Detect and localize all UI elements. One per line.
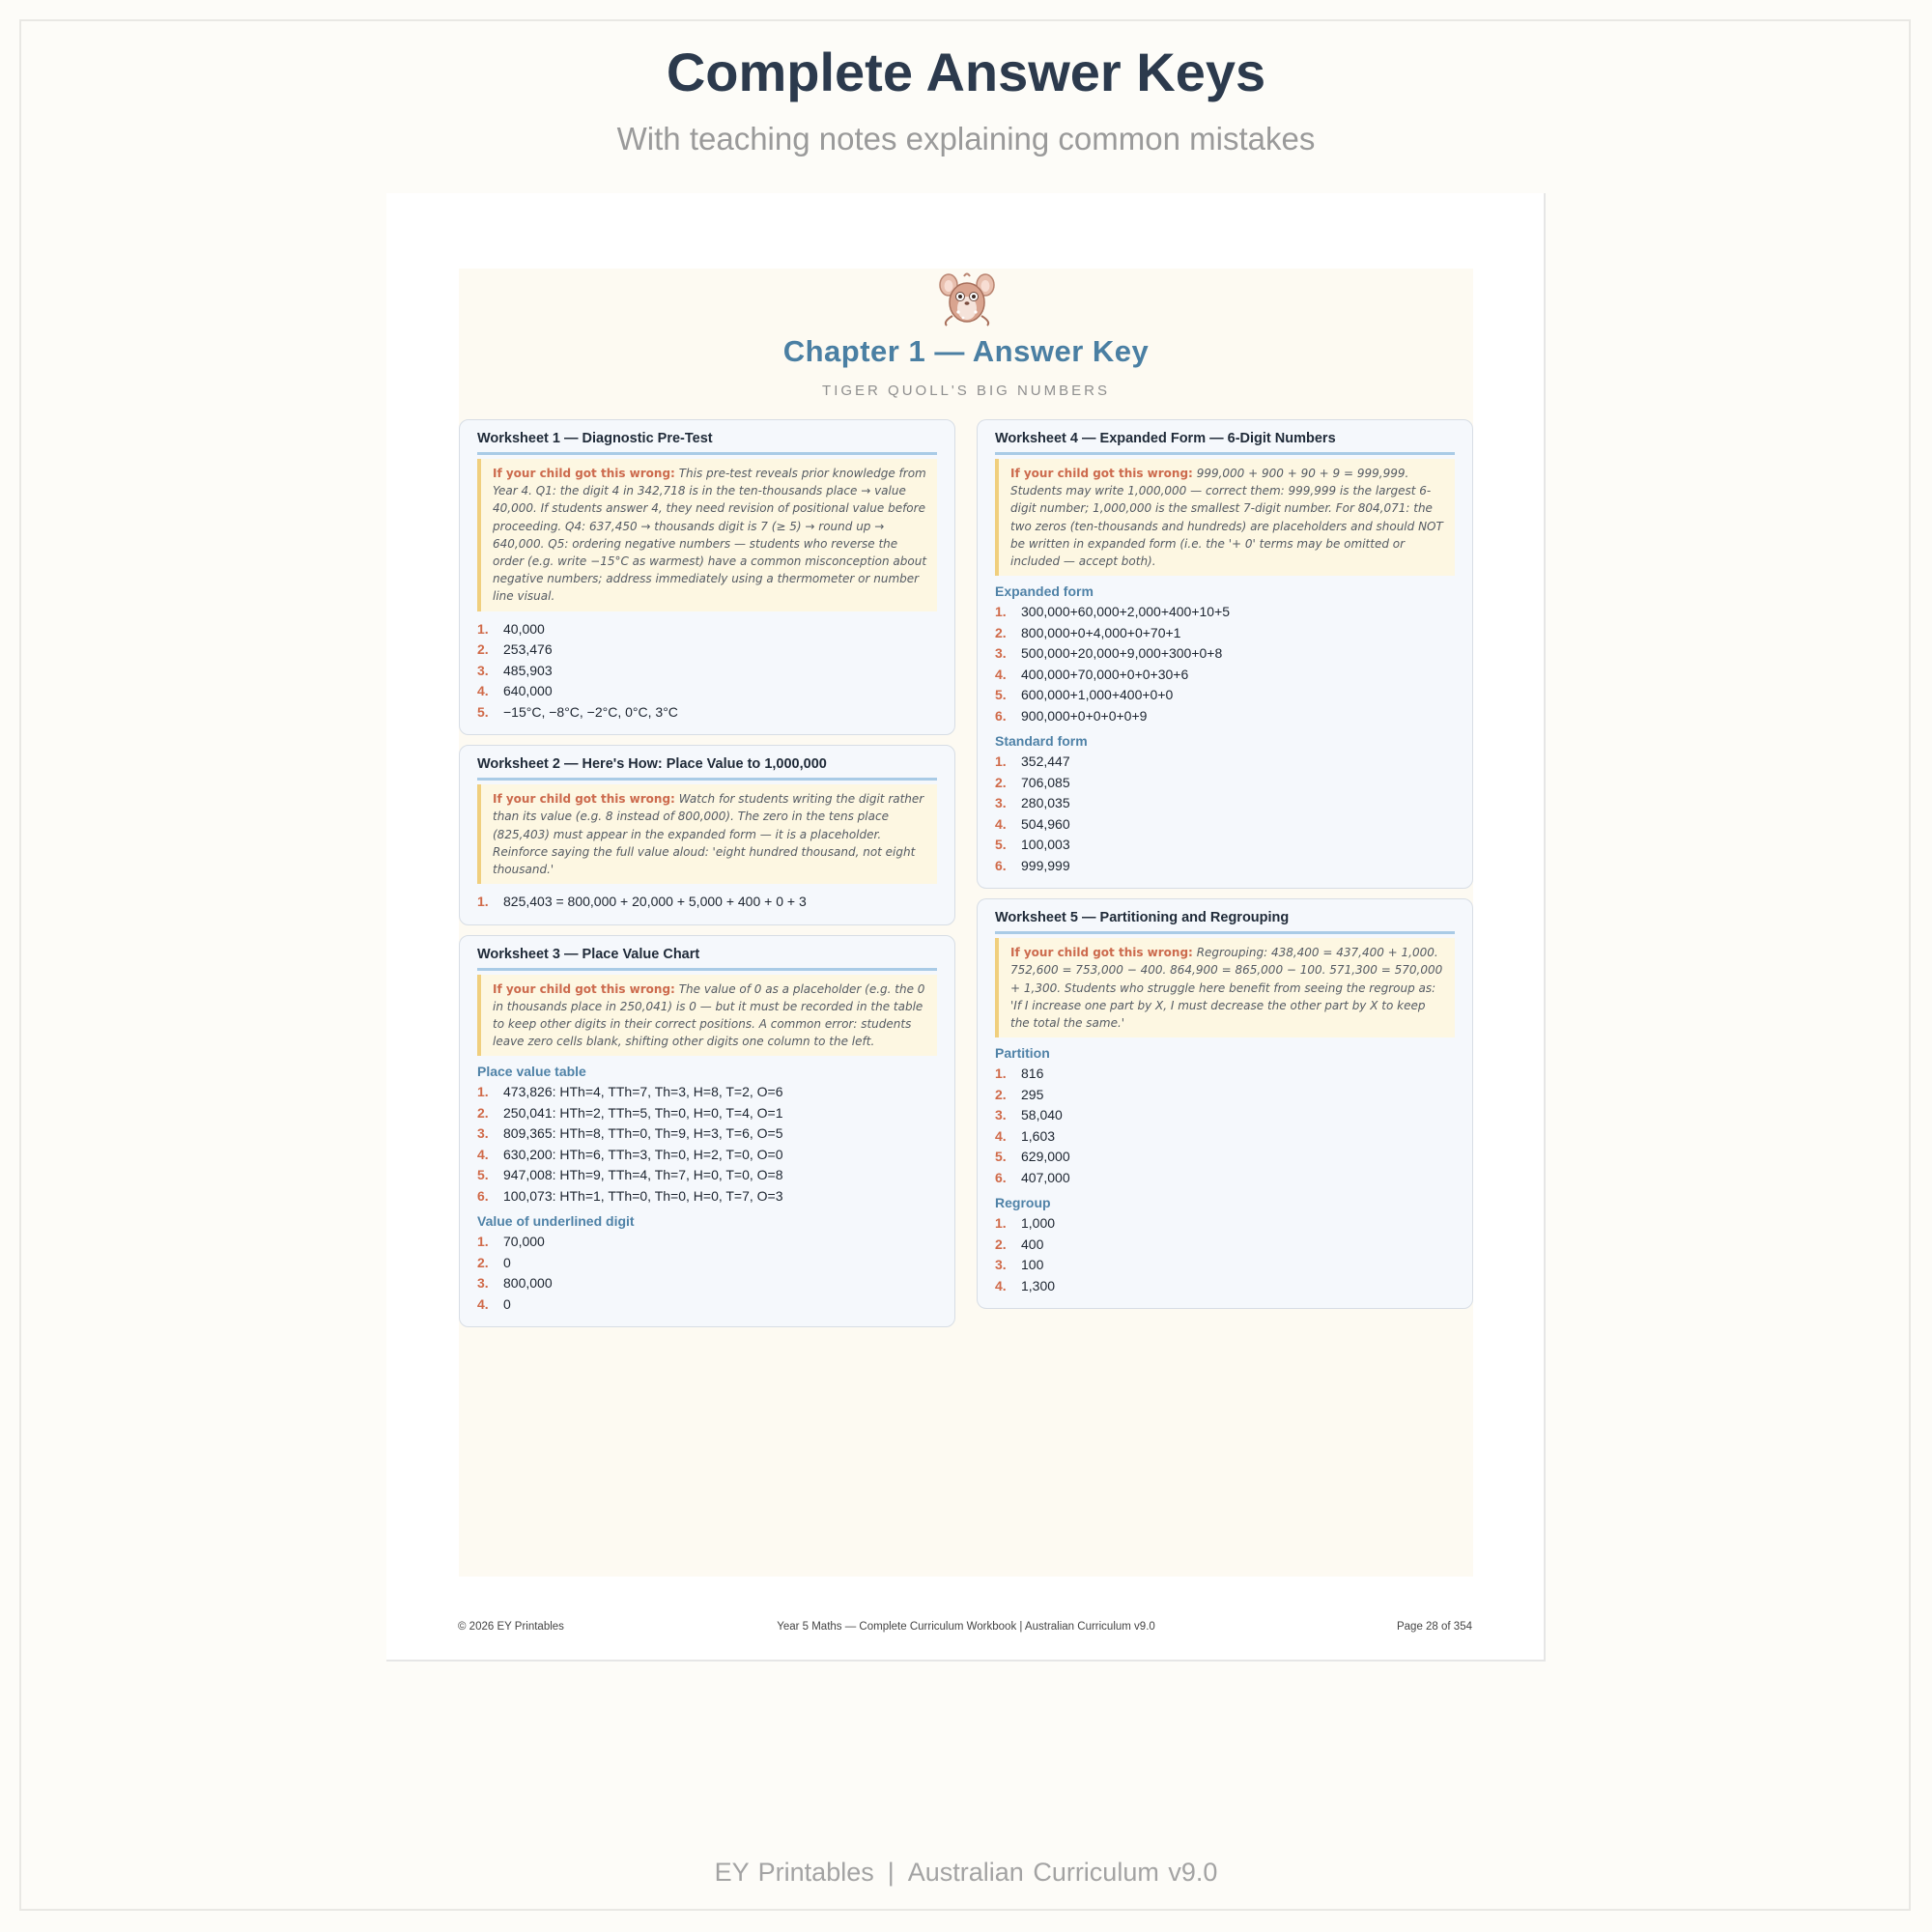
answer-item: 1. 352,447 bbox=[995, 753, 1070, 770]
answer-item: 2. 400 bbox=[995, 1236, 1044, 1252]
answer-item: 2. 706,085 bbox=[995, 774, 1070, 790]
note-label: If your child got this wrong: bbox=[493, 981, 675, 996]
page-footer-page-number: Page 28 of 354 bbox=[1396, 1621, 1472, 1633]
page-subtitle: With teaching notes explaining common mistakes bbox=[616, 121, 1316, 156]
answer-item: 4. 0 bbox=[477, 1295, 511, 1312]
footer-separator: | bbox=[887, 1858, 895, 1887]
note-label: If your child got this wrong: bbox=[493, 792, 675, 807]
answer-list bbox=[995, 1064, 1455, 1188]
footer-brand: EY Printables bbox=[714, 1858, 874, 1887]
page-title: Complete Answer Keys bbox=[666, 42, 1266, 102]
page-footer-copyright: © 2026 EY Printables bbox=[458, 1621, 564, 1633]
note-text: 999,000 + 900 + 90 + 9 = 999,999. Students may write 1,000,000 — correct them: 999,999 is the largest 6-digit number; 1,000,000 is the smallest 7-digit number. For 804,071: the two zeros (ten-thousands and hundreds) are placeholders and should NOT be written in expanded form (i.e. the '+ 0' terms may be omitted or included — accept both). bbox=[1010, 467, 1443, 569]
answer-item: 5. 947,008: HTh=9, TTh=4, Th=7, H=0, T=0, O=8 bbox=[477, 1167, 783, 1183]
worksheet-title: Worksheet 3 — Place Value Chart bbox=[477, 947, 937, 971]
left-column bbox=[459, 419, 955, 1337]
answer-item: 5. 100,003 bbox=[995, 837, 1070, 853]
answer-list bbox=[477, 892, 937, 913]
answer-item: 1. 473,826: HTh=4, TTh=7, Th=3, H=8, T=2, O=6 bbox=[477, 1084, 783, 1100]
section-label: Regroup bbox=[995, 1195, 1051, 1211]
note-text: This pre-test reveals prior knowledge from Year 4. Q1: the digit 4 in 342,718 is in the ten-thousands place → value 40,000. If students answer 4, they need revision of positional value before proceeding. Q4: 637,450 → thousands digit is 7 (≥ 5) → round up → 640,000. Q5: ordering negative numbers — students who reverse the order (e.g. write −15°C as warmest) have a common misconception about negative numbers; address immediately using a thermometer or number line visual. bbox=[493, 467, 927, 604]
answer-item: 1. 816 bbox=[995, 1065, 1044, 1082]
worksheet-3-card bbox=[459, 935, 955, 1328]
worksheet-title: Worksheet 2 — Here's How: Place Value to 1,000,000 bbox=[477, 756, 937, 781]
answer-item: 3. 500,000+20,000+9,000+300+0+8 bbox=[995, 645, 1223, 662]
answer-item: 6. 900,000+0+0+0+0+9 bbox=[995, 707, 1148, 724]
answer-item: 3. 809,365: HTh=8, TTh=0, Th=9, H=3, T=6, O=5 bbox=[477, 1125, 783, 1142]
answer-item: 3. 800,000 bbox=[477, 1275, 553, 1292]
answer-list bbox=[477, 1232, 937, 1315]
answer-item: 3. 100 bbox=[995, 1257, 1044, 1273]
worksheet-5-card bbox=[977, 898, 1473, 1309]
answer-item: 6. 407,000 bbox=[995, 1169, 1070, 1185]
answer-item: 4. 640,000 bbox=[477, 683, 553, 699]
section-label: Standard form bbox=[995, 733, 1088, 750]
note-label: If your child got this wrong: bbox=[1010, 946, 1193, 960]
answer-item: 1. 825,403 = 800,000 + 20,000 + 5,000 + 400 + 0 + 3 bbox=[477, 894, 807, 910]
footer-curriculum: Australian Curriculum v9.0 bbox=[907, 1858, 1218, 1887]
workbook-page bbox=[386, 193, 1546, 1662]
section-label: Partition bbox=[995, 1045, 1050, 1062]
worksheet-1-card bbox=[459, 419, 955, 735]
section-label: Value of underlined digit bbox=[477, 1213, 635, 1230]
answer-item: 5. 600,000+1,000+400+0+0 bbox=[995, 687, 1174, 703]
answer-list bbox=[477, 1082, 937, 1207]
answer-item: 3. 485,903 bbox=[477, 662, 553, 678]
answer-item: 4. 1,300 bbox=[995, 1277, 1056, 1293]
answer-item: 1. 300,000+60,000+2,000+400+10+5 bbox=[995, 604, 1231, 620]
teaching-note bbox=[477, 784, 937, 884]
tiger-quoll-mascot-icon bbox=[935, 271, 999, 327]
worksheet-title: Worksheet 5 — Partitioning and Regrouping bbox=[995, 910, 1455, 934]
chapter-title: Chapter 1 — Answer Key bbox=[782, 334, 1150, 368]
answer-item: 6. 100,073: HTh=1, TTh=0, Th=0, H=0, T=7, O=3 bbox=[477, 1187, 783, 1204]
answer-list bbox=[995, 602, 1455, 726]
answer-item: 1. 40,000 bbox=[477, 620, 545, 637]
note-label: If your child got this wrong: bbox=[1010, 467, 1193, 480]
answer-item: 2. 253,476 bbox=[477, 641, 553, 658]
note-text: Regrouping: 438,400 = 437,400 + 1,000. 752,600 = 753,000 − 400. 864,900 = 865,000 − 100. 571,300 = 570,000 + 1,300. Students who struggle here benefit from seeing the regroup as: 'If I increase one part by X, I must decrease the other part by X to keep the total the same.' bbox=[1010, 946, 1443, 1031]
answer-list bbox=[995, 752, 1455, 876]
answer-list bbox=[995, 1213, 1455, 1296]
answer-item: 2. 0 bbox=[477, 1254, 511, 1270]
teaching-note bbox=[995, 938, 1455, 1037]
answer-item: 3. 58,040 bbox=[995, 1107, 1063, 1123]
worksheet-2-card bbox=[459, 745, 955, 925]
answer-item: 4. 1,603 bbox=[995, 1127, 1056, 1144]
section-label: Place value table bbox=[477, 1064, 586, 1080]
answer-item: 5. 629,000 bbox=[995, 1149, 1070, 1165]
answer-item: 2. 800,000+0+4,000+0+70+1 bbox=[995, 624, 1181, 640]
teaching-note bbox=[477, 459, 937, 611]
answer-item: 5. −15°C, −8°C, −2°C, 0°C, 3°C bbox=[477, 703, 678, 720]
note-text: The value of 0 as a placeholder (e.g. the 0 in thousands place in 250,041) is 0 — but it must be recorded in the table to keep other digits in their correct positions. A common error: students leave zero cells blank, shifting other digits one column to the left. bbox=[493, 981, 925, 1049]
answer-item: 4. 400,000+70,000+0+0+30+6 bbox=[995, 666, 1189, 682]
right-column bbox=[977, 419, 1473, 1319]
page-footer-book-title: Year 5 Maths — Complete Curriculum Workbook | Australian Curriculum v9.0 bbox=[777, 1621, 1155, 1633]
worksheet-title: Worksheet 1 — Diagnostic Pre-Test bbox=[477, 431, 937, 455]
answer-item: 4. 504,960 bbox=[995, 815, 1070, 832]
site-footer bbox=[0, 1858, 1932, 1888]
answer-list bbox=[477, 619, 937, 724]
answer-item: 2. 250,041: HTh=2, TTh=5, Th=0, H=0, T=4, O=1 bbox=[477, 1104, 783, 1121]
note-label: If your child got this wrong: bbox=[493, 467, 675, 480]
worksheet-4-card bbox=[977, 419, 1473, 889]
note-text: Watch for students writing the digit rather than its value (e.g. 8 instead of 800,000). The zero in the tens place (825,403) must appear in the expanded form — it is a placeholder. Reinforce saying the full value aloud: 'eight hundred thousand, not eight thousand.' bbox=[493, 792, 924, 876]
teaching-note bbox=[477, 975, 937, 1057]
answer-item: 1. 1,000 bbox=[995, 1215, 1056, 1232]
page-content bbox=[459, 269, 1473, 1577]
answer-item: 6. 999,999 bbox=[995, 857, 1070, 873]
worksheet-title: Worksheet 4 — Expanded Form — 6-Digit Numbers bbox=[995, 431, 1455, 455]
chapter-subtitle: TIGER QUOLL'S BIG NUMBERS bbox=[822, 383, 1110, 399]
answer-item: 3. 280,035 bbox=[995, 795, 1070, 811]
section-label: Expanded form bbox=[995, 583, 1094, 600]
answer-item: 1. 70,000 bbox=[477, 1234, 545, 1250]
answer-item: 2. 295 bbox=[995, 1086, 1044, 1102]
answer-item: 4. 630,200: HTh=6, TTh=3, Th=0, H=2, T=0, O=0 bbox=[477, 1146, 783, 1162]
teaching-note bbox=[995, 459, 1455, 576]
